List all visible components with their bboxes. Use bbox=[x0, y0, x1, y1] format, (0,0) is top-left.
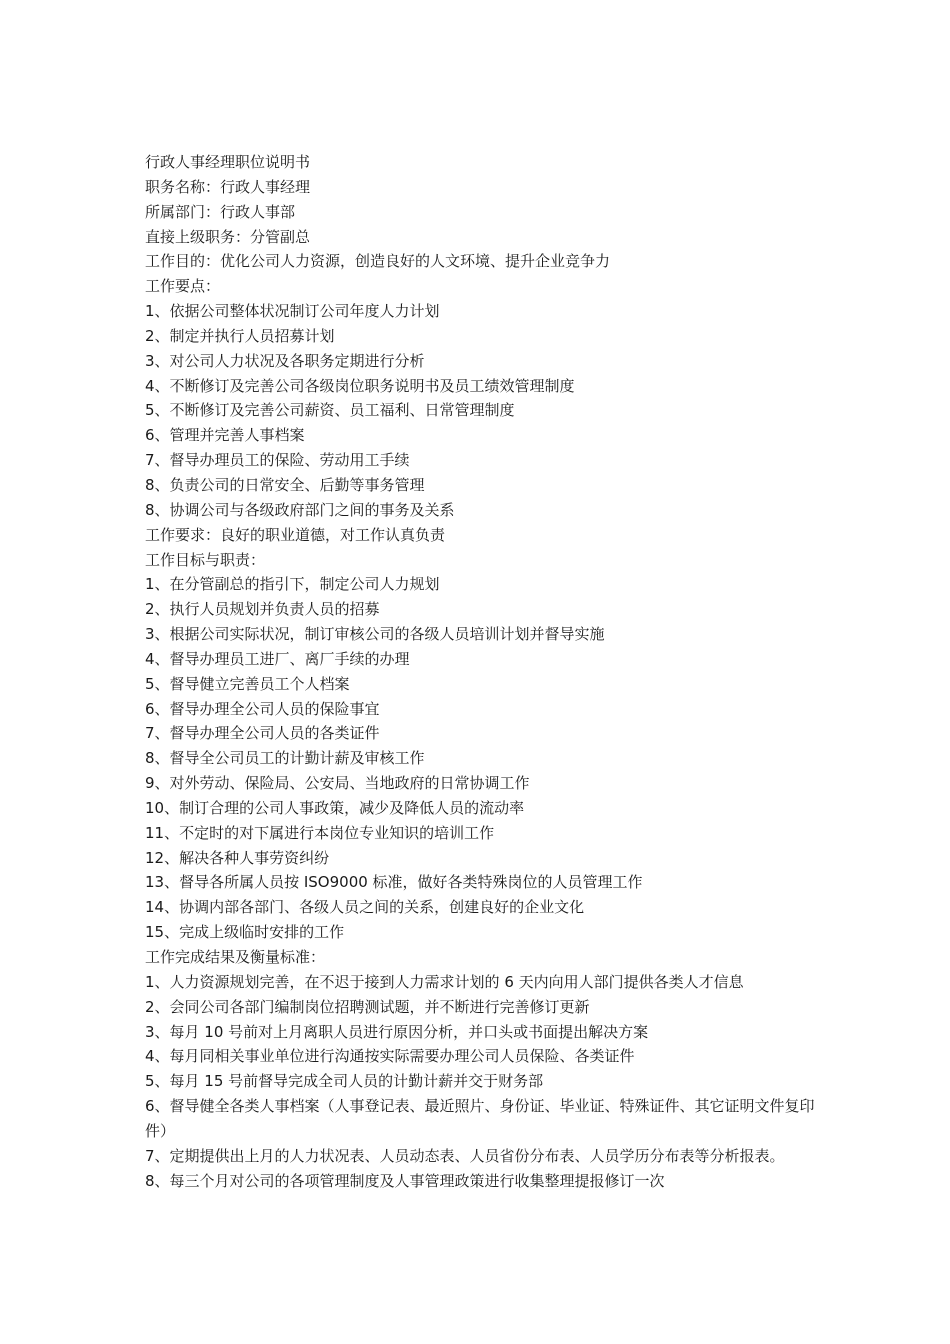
document-line: 14、协调内部各部门、各级人员之间的关系，创建良好的企业文化 bbox=[145, 898, 585, 917]
document-line: 3、每月 10 号前对上月离职人员进行原因分析，并口头或书面提出解决方案 bbox=[145, 1022, 649, 1041]
document-line: 7、督导办理全公司人员的各类证件 bbox=[145, 724, 380, 743]
document-line: 2、执行人员规划并负责人员的招募 bbox=[145, 600, 380, 619]
document-line: 5、不断修订及完善公司薪资、员工福利、日常管理制度 bbox=[145, 401, 515, 420]
document-line: 7、定期提供出上月的人力状况表、人员动态表、人员省份分布表、人员学历分布表等分析报表。 bbox=[145, 1146, 785, 1165]
document-line: 10、制订合理的公司人事政策，减少及降低人员的流动率 bbox=[145, 798, 525, 817]
document-line: 1、在分管副总的指引下，制定公司人力规划 bbox=[145, 575, 440, 594]
document-line: 7、督导办理员工的保险、劳动用工手续 bbox=[145, 451, 410, 470]
document-line: 4、每月同相关事业单位进行沟通按实际需要办理公司人员保险、各类证件 bbox=[145, 1047, 635, 1066]
document-line: 工作目的：优化公司人力资源，创造良好的人文环境、提升企业竞争力 bbox=[145, 252, 611, 271]
document-line: 4、督导办理员工进厂、离厂手续的办理 bbox=[145, 649, 410, 668]
document-line: 2、制定并执行人员招募计划 bbox=[145, 326, 335, 345]
document-line: 5、督导健立完善员工个人档案 bbox=[145, 674, 350, 693]
document-line: 8、督导全公司员工的计勤计薪及审核工作 bbox=[145, 749, 425, 768]
document-line: 6、管理并完善人事档案 bbox=[145, 426, 305, 445]
document-line: 9、对外劳动、保险局、公安局、当地政府的日常协调工作 bbox=[145, 774, 530, 793]
document-line: 8、协调公司与各级政府部门之间的事务及关系 bbox=[145, 500, 455, 519]
document-line: 直接上级职务：分管副总 bbox=[145, 227, 311, 246]
document-line: 5、每月 15 号前督导完成全司人员的计勤计薪并交于财务部 bbox=[145, 1072, 544, 1091]
document-line: 工作完成结果及衡量标准： bbox=[145, 948, 326, 966]
document-line: 6、督导办理全公司人员的保险事宜 bbox=[145, 699, 380, 718]
document-line: 3、对公司人力状况及各职务定期进行分析 bbox=[145, 351, 425, 370]
document-line: 1、依据公司整体状况制订公司年度人力计划 bbox=[145, 302, 440, 321]
document-line: 13、督导各所属人员按 ISO9000 标准，做好各类特殊岗位的人员管理工作 bbox=[145, 873, 643, 892]
document-line: 工作目标与职责： bbox=[145, 550, 266, 569]
document-line: 11、不定时的对下属进行本岗位专业知识的培训工作 bbox=[145, 823, 495, 842]
document-line: 2、会同公司各部门编制岗位招聘测试题，并不断进行完善修订更新 bbox=[145, 997, 590, 1016]
document-line: 职务名称：行政人事经理 bbox=[145, 177, 311, 196]
document-line: 1、人力资源规划完善，在不迟于接到人力需求计划的 6 天内向用人部门提供各类人才信息 bbox=[145, 972, 744, 991]
document-body bbox=[145, 150, 815, 1193]
document-line: 4、不断修订及完善公司各级岗位职务说明书及员工绩效管理制度 bbox=[145, 376, 575, 395]
document-line: 8、每三个月对公司的各项管理制度及人事管理政策进行收集整理提报修订一次 bbox=[145, 1171, 665, 1190]
document-line: 所属部门：行政人事部 bbox=[145, 202, 296, 221]
document-line: 15、完成上级临时安排的工作 bbox=[145, 923, 345, 942]
document-line: 6、督导健全各类人事档案（人事登记表、最近照片、身份证、毕业证、特殊证件、其它证明文件复印件） bbox=[145, 1097, 815, 1140]
document-title: 行政人事经理职位说明书 bbox=[145, 153, 311, 171]
document-line: 工作要求：良好的职业道德，对工作认真负责 bbox=[145, 525, 446, 544]
document-line: 12、解决各种人事劳资纠纷 bbox=[145, 848, 330, 867]
document-line: 3、根据公司实际状况，制订审核公司的各级人员培训计划并督导实施 bbox=[145, 625, 605, 644]
document-line: 工作要点： bbox=[145, 277, 221, 296]
document-line: 8、负责公司的日常安全、后勤等事务管理 bbox=[145, 475, 425, 494]
